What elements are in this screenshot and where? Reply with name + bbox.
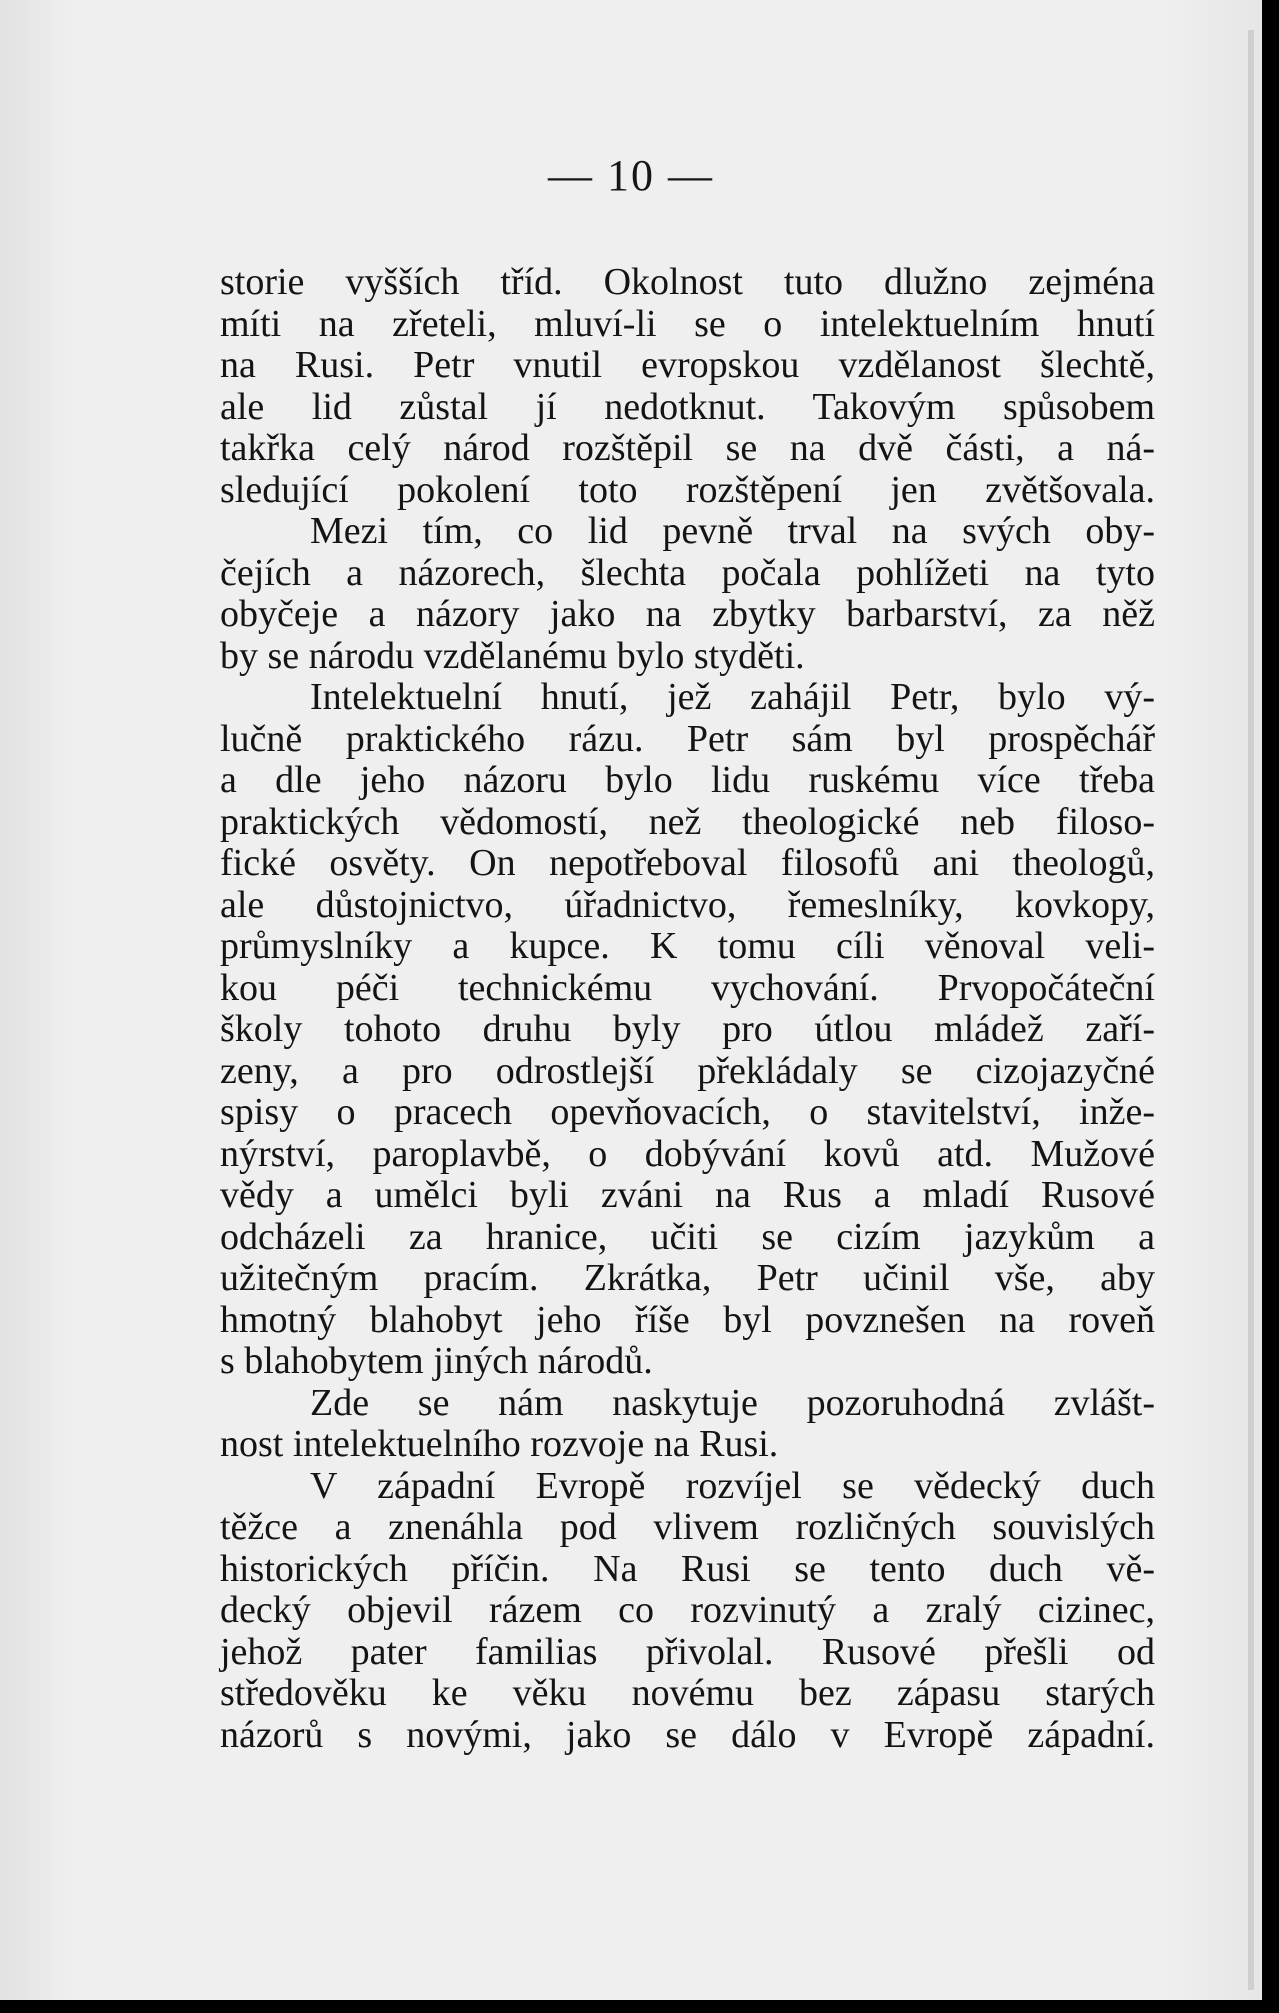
text-line: by se národu vzdělanému bylo styděti. [220, 634, 805, 677]
text-line: kou péči technickému vychování. Prvopočáteční [220, 966, 1155, 1009]
text-line: užitečným pracím. Zkrátka, Petr učinil vše, aby [220, 1257, 1155, 1299]
body-text [220, 262, 1155, 1756]
text-line: zeny, a pro odrostlejší překládaly se cizojazyčné [220, 1049, 1155, 1092]
page-edge [1248, 30, 1254, 1990]
text-line: čejích a názorech, šlechta počala pohlížeti na tyto [220, 551, 1155, 594]
text-line: ale lid zůstal jí nedotknut. Takovým spůsobem [220, 385, 1155, 428]
text-line: V západní Evropě rozvíjel se vědecký duch [310, 1464, 1155, 1507]
page-number: — 10 — [548, 151, 714, 200]
text-line: nost intelektuelního rozvoje na Rusi. [220, 1423, 779, 1465]
text-line: ale důstojnictvo, úřadnictvo, řemeslníky, kovkopy, [220, 883, 1155, 926]
text-line: míti na zřeteli, mluví-li se o intelektuelním hnutí [220, 302, 1155, 345]
text-line: a dle jeho názoru bylo lidu ruskému více třeba [220, 759, 1155, 801]
text-line: názorů s novými, jako se dálo v Evropě západní. [220, 1713, 1155, 1756]
text-line: decký objevil rázem co rozvinutý a zralý cizinec, [220, 1589, 1155, 1631]
text-line: s blahobytem jiných národů. [220, 1340, 653, 1382]
text-line: Mezi tím, co lid pevně trval na svých oby- [310, 510, 1155, 552]
text-line: lučně praktického rázu. Petr sám byl prospěchář [220, 717, 1155, 760]
text-line: vědy a umělci byli zváni na Rus a mladí Rusové [220, 1174, 1155, 1216]
text-line: průmyslníky a kupce. K tomu cíli věnoval veli- [220, 925, 1155, 967]
text-line: Zde se nám naskytuje pozoruhodná zvlášt- [310, 1381, 1155, 1424]
text-line: středověku ke věku novému bez zápasu starých [220, 1672, 1155, 1714]
text-line: jehož pater familias přivolal. Rusové přešli od [220, 1630, 1155, 1673]
text-line: Intelektuelní hnutí, jež zahájil Petr, bylo vý- [310, 676, 1155, 718]
text-line: storie vyšších tříd. Okolnost tuto dlužno zejména [220, 261, 1155, 303]
text-line: hmotný blahobyt jeho říše byl povznešen na roveň [220, 1298, 1155, 1341]
text-line: takřka celý národ rozštěpil se na dvě části, a ná- [220, 427, 1155, 469]
text-line: obyčeje a názory jako na zbytky barbarství, za něž [220, 593, 1155, 635]
text-line: fické osvěty. On nepotřeboval filosofů ani theologů, [220, 842, 1155, 884]
text-line: těžce a znenáhla pod vlivem rozličných souvislých [220, 1506, 1155, 1548]
text-line: nýrství, paroplavbě, o dobývání kovů atd. Mužové [220, 1132, 1155, 1175]
text-line: školy tohoto druhu byly pro útlou mládež zaří- [220, 1008, 1155, 1050]
text-line: sledující pokolení toto rozštěpení jen zvětšovala. [220, 468, 1155, 511]
text-line: spisy o pracech opevňovacích, o stavitelství, inže- [220, 1091, 1155, 1133]
text-line: praktických vědomostí, než theologické neb filoso- [220, 800, 1155, 843]
text-line: na Rusi. Petr vnutil evropskou vzdělanost šlechtě, [220, 344, 1155, 386]
text-line: odcházeli za hranice, učiti se cizím jazykům a [220, 1215, 1155, 1258]
text-line: historických příčin. Na Rusi se tento duch vě- [220, 1547, 1155, 1590]
